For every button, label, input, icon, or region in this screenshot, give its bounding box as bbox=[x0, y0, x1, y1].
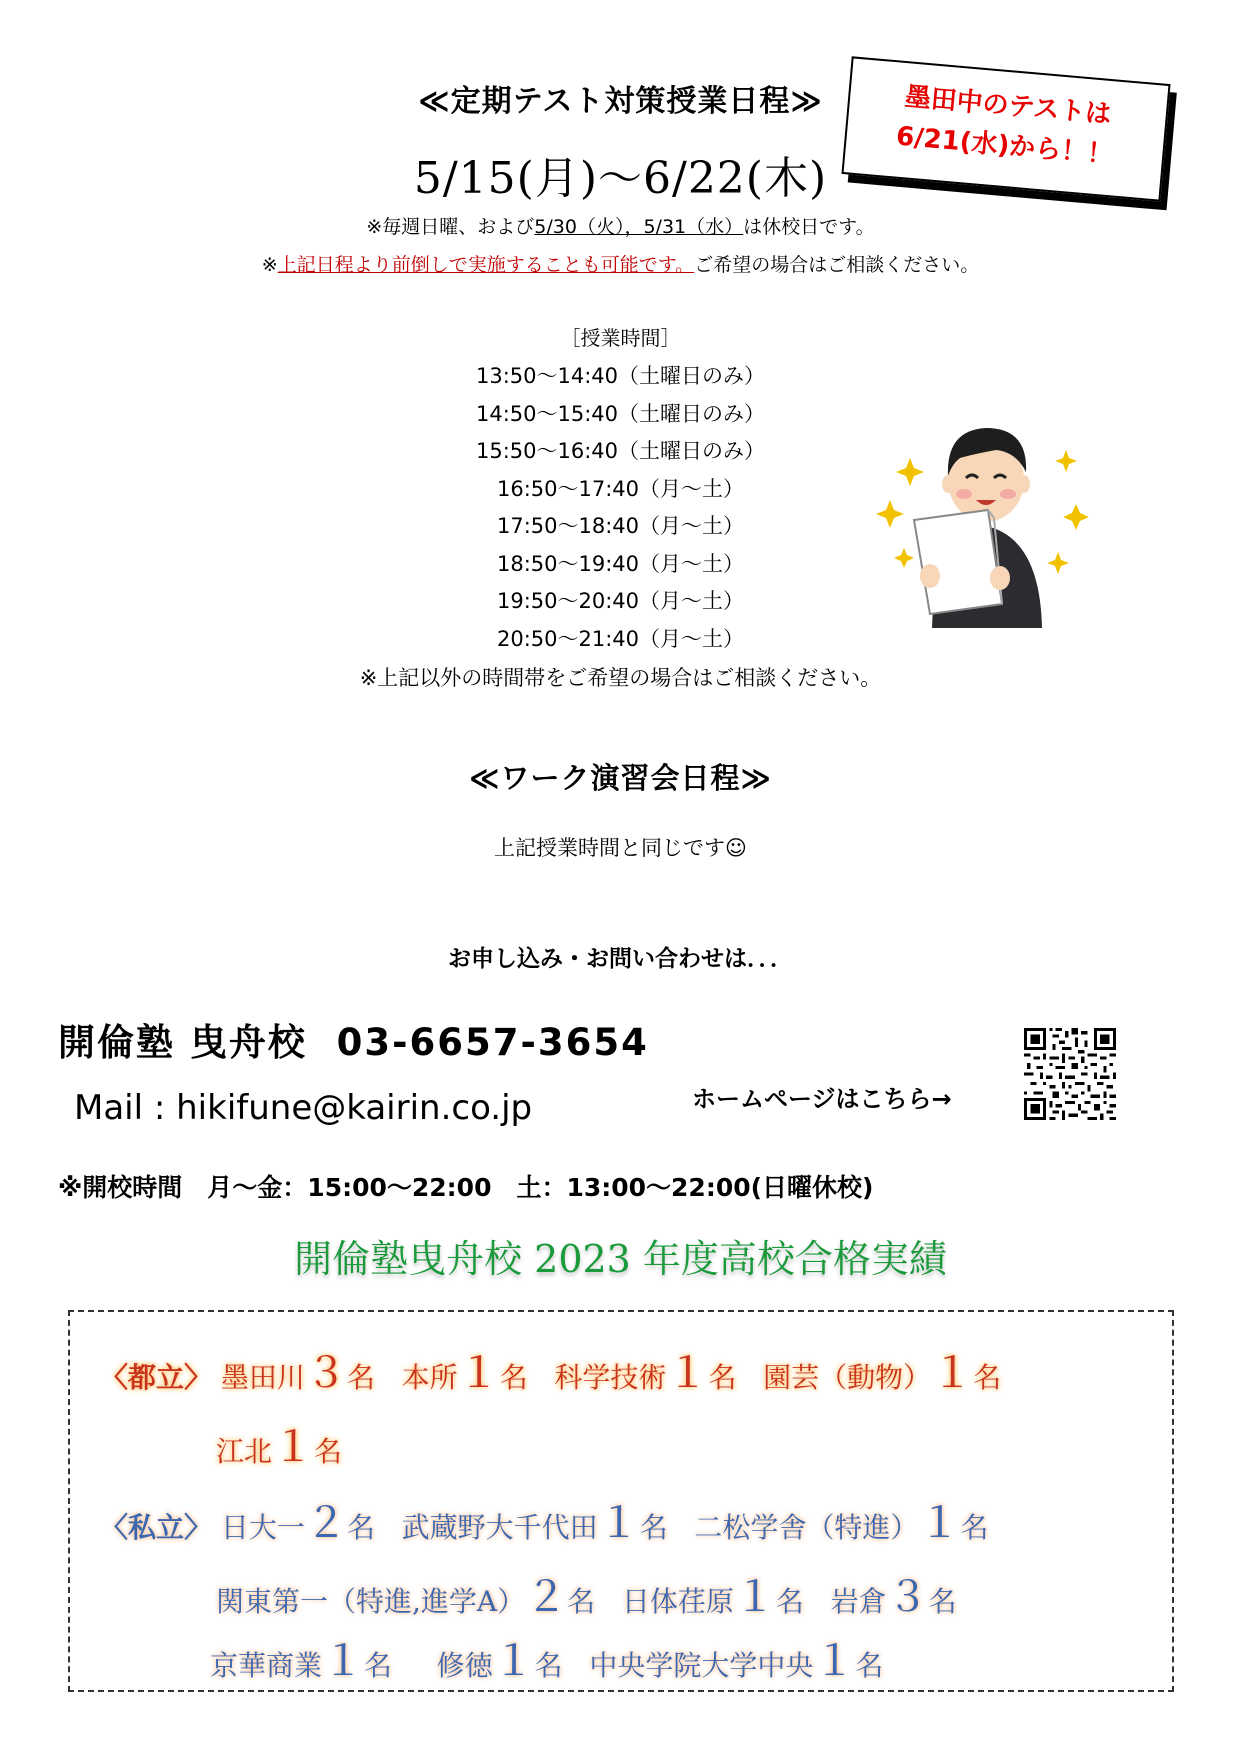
class-hour-slot: 13:50～14:40（土曜日のみ） bbox=[475, 364, 766, 388]
school-result-unit: 名 bbox=[928, 1585, 957, 1618]
work-session-title: ≪ワーク演習会日程≫ bbox=[469, 761, 772, 795]
results-tokyo-row-2 bbox=[216, 1414, 342, 1474]
private-label: 〈私立〉 bbox=[100, 1511, 213, 1544]
school-result-count: １ bbox=[272, 1422, 315, 1471]
school-result bbox=[220, 1348, 375, 1397]
school-result bbox=[220, 1498, 375, 1547]
work-session-text: 上記授業時間と同じです☺ bbox=[494, 836, 747, 860]
school-result-name: 日大一 bbox=[220, 1511, 305, 1544]
school-result bbox=[694, 1498, 989, 1547]
schedule-period: 5/15(月)～6/22(木) bbox=[413, 153, 828, 204]
school-result bbox=[216, 1422, 343, 1471]
holiday-note-suffix: は休校日です。 bbox=[743, 216, 875, 238]
school-result-unit: 名 bbox=[314, 1435, 343, 1468]
school-result bbox=[436, 1636, 563, 1685]
school-result bbox=[621, 1572, 804, 1621]
school-result-unit: 名 bbox=[346, 1361, 375, 1394]
school-result-name: 日体荏原 bbox=[621, 1585, 734, 1618]
school-result-name: 岩倉 bbox=[830, 1585, 887, 1618]
student-reading-illustration bbox=[870, 400, 1100, 630]
class-hour-slot: 16:50～17:40（月～土） bbox=[496, 476, 745, 501]
school-result-name: 中央学院大学中央 bbox=[589, 1649, 814, 1682]
class-hours-note: ※上記以外の時間帯をご希望の場合はご相談ください。 bbox=[359, 666, 882, 690]
class-hour-slot: 15:50～16:40（土曜日のみ） bbox=[475, 439, 766, 463]
class-hour-slot: 17:50～18:40（月～土） bbox=[496, 514, 745, 538]
school-result-count: １ bbox=[492, 1636, 535, 1685]
callout-line-2: 6/21(水)から！！ bbox=[894, 121, 1115, 171]
advance-note-highlight: 上記日程より前倒しで実施することも可能です。 bbox=[277, 254, 695, 276]
class-hours-heading: ［授業時間］ bbox=[560, 326, 681, 350]
school-result-unit: 名 bbox=[639, 1511, 668, 1544]
school-result-count: ３ bbox=[304, 1348, 347, 1397]
school-result-name: 本所 bbox=[401, 1361, 458, 1394]
school-result-count: １ bbox=[457, 1348, 500, 1397]
school-result-unit: 名 bbox=[364, 1649, 393, 1682]
results-private-row-2 bbox=[216, 1564, 957, 1624]
school-result bbox=[763, 1348, 1002, 1397]
school-result-unit: 名 bbox=[973, 1361, 1002, 1394]
school-result-unit: 名 bbox=[499, 1361, 528, 1394]
school-result-unit: 名 bbox=[708, 1361, 737, 1394]
tokyo-label: 〈都立〉 bbox=[100, 1361, 213, 1394]
class-hour-slot: 20:50～21:40（月～土） bbox=[496, 626, 745, 651]
school-result-name: 修徳 bbox=[436, 1649, 493, 1682]
qr-code-icon[interactable] bbox=[1024, 1028, 1116, 1120]
school-result-count: １ bbox=[733, 1572, 776, 1621]
school-result-count: ３ bbox=[886, 1572, 929, 1621]
school-result-name: 京華商業 bbox=[210, 1649, 323, 1682]
school-result bbox=[589, 1636, 884, 1685]
holiday-dates: 5/30（火），5/31（水） bbox=[534, 216, 744, 238]
school-result-unit: 名 bbox=[567, 1585, 596, 1618]
results-box bbox=[68, 1310, 1174, 1692]
school-result bbox=[401, 1498, 668, 1547]
school-result bbox=[401, 1348, 528, 1397]
school-contact bbox=[58, 1012, 649, 1066]
results-private-row-1 bbox=[100, 1490, 988, 1550]
school-result-name: 墨田川 bbox=[220, 1361, 305, 1394]
school-result-count: １ bbox=[931, 1348, 974, 1397]
results-title: 開倫塾曳舟校 2023 年度高校合格実績 bbox=[294, 1237, 947, 1281]
school-result bbox=[216, 1572, 596, 1621]
school-result-count: １ bbox=[597, 1498, 640, 1547]
inquiry-heading: お申し込み・お問い合わせは．．． bbox=[448, 946, 793, 972]
school-result-count: １ bbox=[322, 1636, 365, 1685]
results-tokyo-row-1 bbox=[100, 1340, 1001, 1400]
school-result-name: 武蔵野大千代田 bbox=[401, 1511, 598, 1544]
school-result-name: 園芸（動物） bbox=[763, 1361, 932, 1394]
results-private-row-3 bbox=[210, 1628, 883, 1688]
mail-address[interactable]: Mail : hikifune@kairin.co.jp bbox=[74, 1088, 533, 1128]
holiday-note bbox=[0, 214, 1241, 240]
advance-note-suffix: ご希望の場合はご相談ください。 bbox=[694, 254, 980, 276]
class-hour-slot: 14:50～15:40（土曜日のみ） bbox=[475, 401, 766, 426]
school-result-count: ２ bbox=[525, 1572, 568, 1621]
school-result-name: 二松学舎（特進） bbox=[694, 1511, 919, 1544]
school-result-unit: 名 bbox=[346, 1511, 375, 1544]
schedule-title: ≪定期テスト対策授業日程≫ bbox=[418, 84, 823, 119]
school-result-unit: 名 bbox=[855, 1649, 884, 1682]
school-result-unit: 名 bbox=[960, 1511, 989, 1544]
school-result-count: ２ bbox=[304, 1498, 347, 1547]
phone-number[interactable]: 03-6657-3654 bbox=[336, 1021, 649, 1064]
school-result-name: 科学技術 bbox=[554, 1361, 667, 1394]
school-result-count: １ bbox=[666, 1348, 709, 1397]
school-result-name: 江北 bbox=[216, 1435, 273, 1468]
homepage-link[interactable]: ホームページはこちら→ bbox=[692, 1085, 952, 1113]
class-hour-slot: 19:50～20:40（月～土） bbox=[496, 589, 745, 613]
advance-note bbox=[0, 252, 1241, 278]
school-result bbox=[554, 1348, 737, 1397]
callout-line-1: 墨田中のテストは bbox=[903, 82, 1113, 131]
school-result-unit: 名 bbox=[534, 1649, 563, 1682]
opening-hours: ※開校時間 月～金：15:00～22:00 土：13:00～22:00(日曜休校) bbox=[58, 1173, 874, 1202]
school-result-count: １ bbox=[918, 1498, 961, 1547]
class-hour-slot: 18:50～19:40（月～土） bbox=[496, 551, 745, 576]
school-result-count: １ bbox=[813, 1636, 856, 1685]
holiday-note-prefix: ※毎週日曜、および bbox=[366, 216, 535, 238]
advance-note-prefix: ※ bbox=[261, 254, 278, 276]
school-name: 開倫塾 曳舟校 bbox=[58, 1021, 307, 1064]
school-result bbox=[830, 1572, 957, 1621]
school-result bbox=[210, 1636, 393, 1685]
school-result-unit: 名 bbox=[775, 1585, 804, 1618]
school-result-name: 関東第一（特進,進学A） bbox=[216, 1585, 526, 1618]
